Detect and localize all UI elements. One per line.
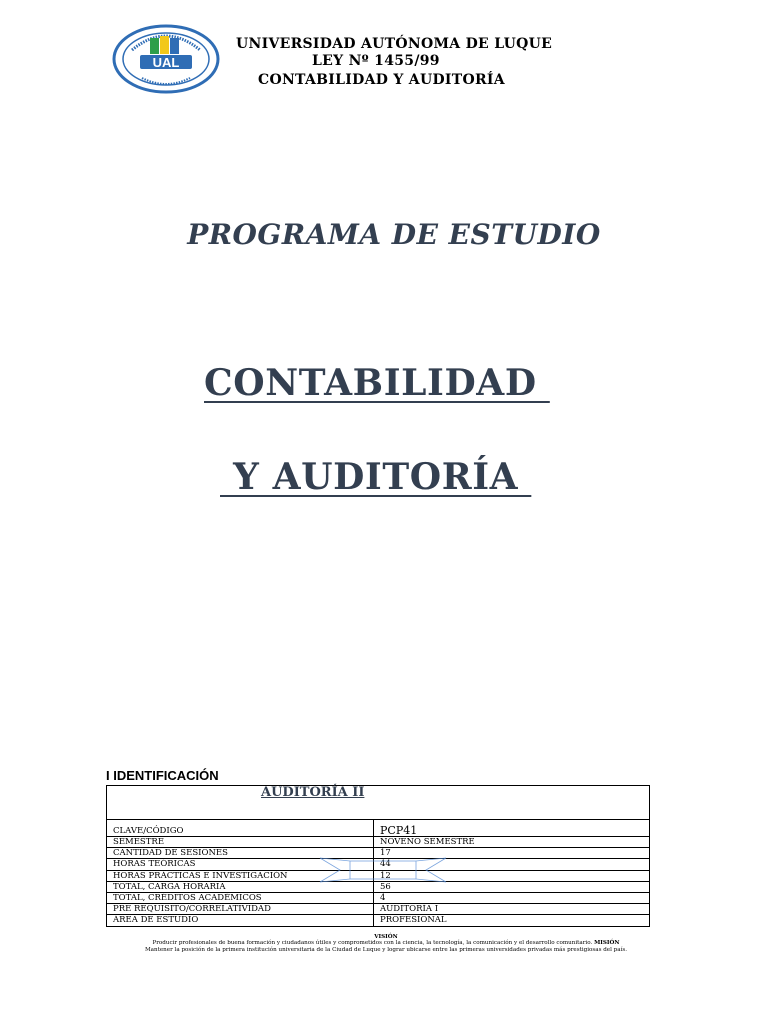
row-value: 4 (374, 892, 650, 903)
row-value: PCP41 (374, 820, 650, 837)
table-row (107, 859, 650, 870)
mission-label: MISIÓN (594, 940, 620, 947)
university-name: UNIVERSIDAD AUTÓNOMA DE LUQUE (236, 36, 553, 52)
svg-text:UAL: UAL (152, 55, 180, 70)
row-value: AUDITORÍA I (374, 904, 650, 915)
subject-title-line2: Y AUDITORÍA (220, 456, 532, 498)
row-label: TOTAL, CRÉDITOS ACADÉMICOS (107, 892, 374, 903)
table-row (107, 837, 650, 848)
row-value: 56 (374, 881, 650, 892)
row-label: ÁREA DE ESTUDIO (107, 915, 374, 926)
subject-title-line1: CONTABILIDAD (204, 362, 550, 404)
row-label: HORAS PRÁCTICAS E INVESTIGACIÓN (107, 870, 374, 881)
table-row (107, 881, 650, 892)
row-value: 44 (374, 859, 650, 870)
mission-text: Mantener la posición de la primera institución universitaria de la Ciudad de Luque y lograr ubicarse entre las primeras universidades privadas más prestigiosas del país. (144, 946, 628, 953)
row-value: NOVENO SEMESTRE (374, 837, 650, 848)
table-row (107, 904, 650, 915)
law-number: LEY Nº 1455/99 (312, 53, 440, 69)
identification-table (106, 785, 650, 927)
university-logo (112, 24, 220, 94)
table-row (107, 915, 650, 926)
row-value: 17 (374, 848, 650, 859)
row-value: PROFESIONAL (374, 915, 650, 926)
row-label: HORAS TEÓRICAS (107, 859, 374, 870)
row-label: SEMESTRE (107, 837, 374, 848)
row-value: 12 (374, 870, 650, 881)
course-title: AUDITORÍA II (261, 785, 365, 800)
row-label: PRE REQUISITO/CORRELATIVIDAD (107, 904, 374, 915)
table-row (107, 820, 650, 837)
table-row (107, 848, 650, 859)
table-row (107, 892, 650, 903)
table-row (107, 870, 650, 881)
vision-mission-footer (106, 934, 666, 953)
row-label: TOTAL, CARGA HORARIA (107, 881, 374, 892)
career-name: CONTABILIDAD Y AUDITORÍA (258, 72, 505, 88)
vision-label: VISIÓN (374, 934, 398, 940)
row-label: CLAVE/CÓDIGO (107, 820, 374, 837)
program-title: PROGRAMA DE ESTUDIO (187, 218, 601, 251)
section-title: I IDENTIFICACIÓN (106, 768, 219, 783)
vision-text: Producir profesionales de buena formación y ciudadanos útiles y comprometidos con la ciencia, la tecnología, la comunicación y el desarrollo comunitario. MISIÓN (152, 940, 620, 947)
row-label: CANTIDAD DE SESIONES (107, 848, 374, 859)
table-title-row (107, 786, 650, 820)
